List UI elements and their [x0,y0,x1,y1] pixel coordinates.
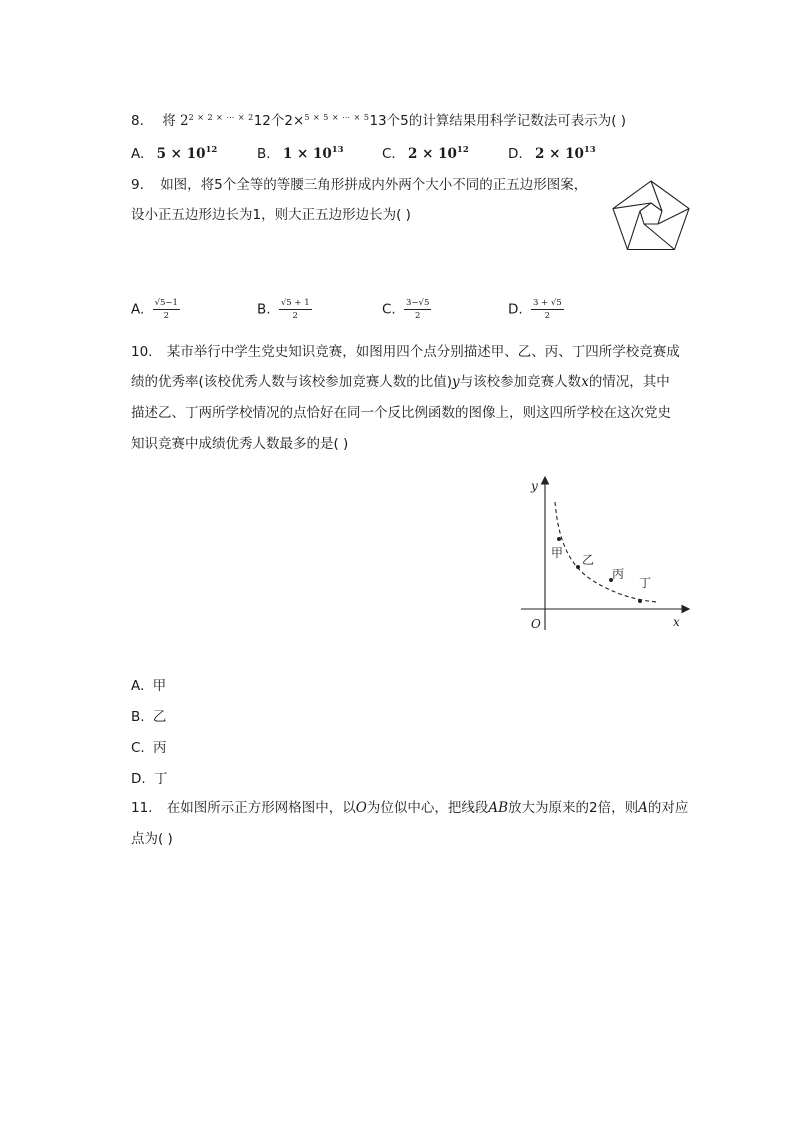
q10-line-2-c: 的情况，其中 [588,374,670,390]
var-o: O [355,800,367,816]
q11-line-1-d: 的对应 [647,800,689,816]
q9-number: 9. [131,177,144,193]
option-fraction [531,298,564,321]
question-10 [131,342,680,362]
option-exponent: 12 [456,145,469,155]
q10-option-c[interactable] [131,736,167,756]
q8-superscript-2: 5 × 5 × ⋯ × 5 [304,113,370,122]
option-exponent: 12 [205,145,218,155]
var-a: A [638,800,648,816]
q11-number: 11. [131,800,153,816]
q10-number: 10. [131,344,153,360]
q10-option-a[interactable] [131,674,166,694]
fraction-denominator: 2 [163,311,169,321]
x-axis-label: x [673,615,680,629]
q8-option-c[interactable] [382,145,469,162]
option-value: 5 × 10 [156,146,206,162]
option-fraction [153,298,180,321]
option-label: B. [131,709,145,725]
q9-line-1: 如图，将5个全等的等腰三角形拼成内外两个大小不同的正五边形图案， [160,177,588,193]
fraction-denominator: 2 [544,311,551,321]
point-yi [576,565,580,569]
q10-line-3: 描述乙、丁两所学校情况的点恰好在同一个反比例函数的图像上，则这四所学校在这次党史 [131,405,671,421]
var-ab: AB [488,800,509,816]
y-axis-label: y [531,479,538,493]
q11-line-2: 点为( ) [131,831,173,847]
q11-line-1-b: 为位似中心，把线段 [366,800,489,816]
option-label: C. [131,740,145,756]
option-text: 甲 [152,678,167,694]
option-fraction [404,298,431,321]
q11-line-1-c: 放大为原来的2倍，则 [508,800,639,816]
q8-base1: 2 [179,113,189,129]
option-text: 乙 [152,709,167,725]
fraction-numerator-a: 3 + [532,298,551,308]
question-11 [131,798,688,818]
label-yi: 乙 [582,553,595,567]
option-label: D. [131,771,146,787]
q8-option-b[interactable] [257,145,344,162]
q10-option-d[interactable] [131,767,167,787]
option-label: D. [508,301,523,318]
label-bing: 丙 [612,567,625,581]
q9-option-b[interactable] [257,298,312,321]
q9-line-2: 设小正五边形边长为1，则大正五边形边长为( ) [131,207,411,223]
inverse-proportion-graph [515,470,695,635]
q10-line-4: 知识竞赛中成绩优秀人数最多的是( ) [131,436,349,452]
q8-option-a[interactable] [131,145,217,162]
option-value: 2 × 10 [408,146,457,162]
var-y: y [452,374,460,390]
label-ding: 丁 [639,576,652,590]
q8-lead: 将 [162,113,176,129]
fraction-numerator-a: √5 [280,298,292,308]
q8-option-d[interactable] [508,145,596,162]
option-fraction [279,298,312,321]
q10-line-2 [131,372,670,392]
option-label: C. [382,301,396,318]
q8-times: × [293,113,305,129]
question-8 [131,108,626,131]
q10-line-2-b: 与该校参加竞赛人数 [459,374,582,390]
option-exponent: 13 [583,145,596,155]
fraction-numerator-b: + 1 [291,298,310,308]
option-label: A. [131,301,145,318]
q8-count-1: 12个2 [253,113,293,129]
option-label: A. [131,146,145,162]
q8-tail: 的计算结果用科学记数法可表示为( ) [408,113,627,129]
fraction-denominator: 2 [292,311,298,321]
q9-option-d[interactable] [508,298,564,321]
fraction-numerator-b: √5 [550,298,562,308]
origin-label: O [531,617,541,631]
q8-count-2: 13个5 [369,113,409,129]
q10-line-2-a: 绩的优秀率(该校优秀人数与该校参加竞赛人数的比值) [131,374,453,390]
option-label: A. [131,678,145,694]
option-exponent: 13 [331,145,344,155]
q9-option-a[interactable] [131,298,180,321]
point-ding [638,599,642,603]
option-label: C. [382,146,396,162]
option-text: 丁 [153,771,168,787]
q10-option-b[interactable] [131,705,166,725]
label-jia: 甲 [551,546,564,560]
q8-number: 8. [131,113,144,129]
option-value: 2 × 10 [534,146,584,162]
q10-line-1: 某市举行中学生党史知识竞赛，如图用四个点分别描述甲、乙、丙、丁四所学校竞赛成 [166,344,680,360]
option-label: B. [257,301,271,318]
point-jia [557,537,561,541]
fraction-numerator-b: −1 [165,298,178,308]
q11-line-1-a: 在如图所示正方形网格图中，以 [166,800,356,816]
option-label: B. [257,146,271,162]
fraction-numerator-b: √5 [418,298,430,308]
option-text: 丙 [153,740,167,756]
option-label: D. [508,146,523,162]
q9-option-c[interactable] [382,298,431,321]
pentagon-figure [610,178,692,252]
fraction-denominator: 2 [414,311,421,321]
fraction-numerator-a: 3− [406,298,419,308]
option-value: 1 × 10 [282,146,332,162]
question-9 [131,175,587,195]
fraction-numerator-a: √5 [154,298,166,308]
q8-superscript-1: 2 × 2 × ⋯ × 2 [188,113,254,122]
var-x: x [581,374,589,390]
